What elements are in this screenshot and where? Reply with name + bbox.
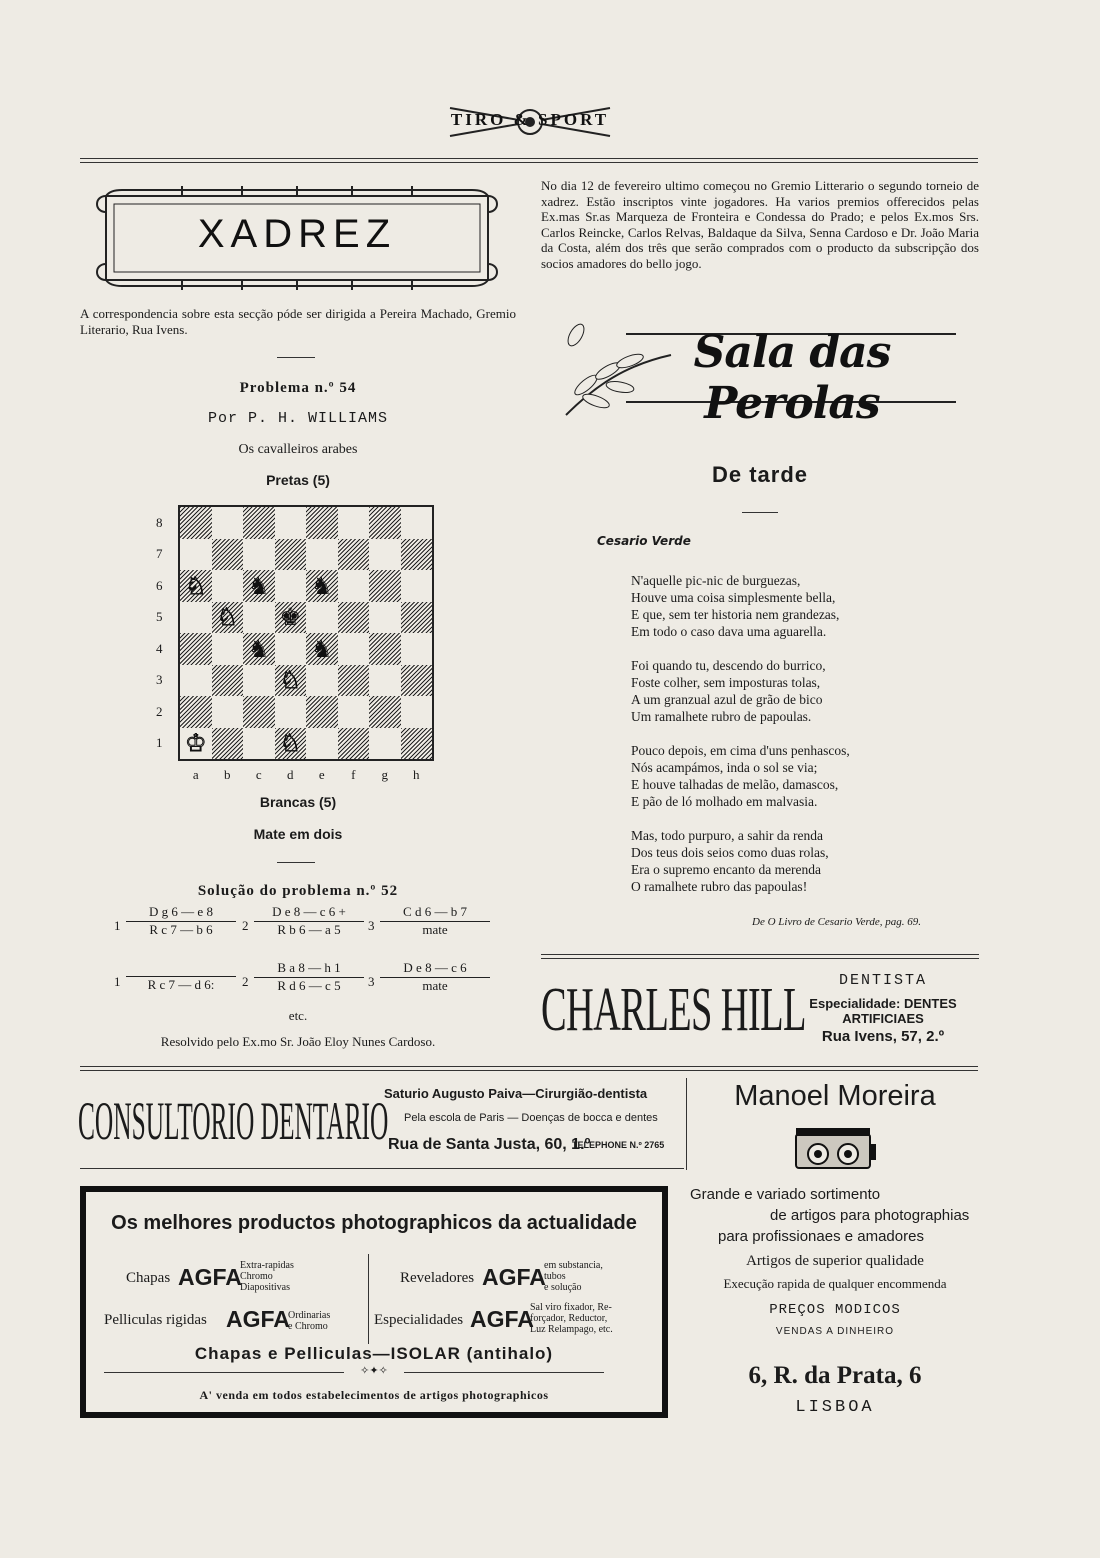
desc-line: Chromo xyxy=(240,1271,273,1282)
board-square xyxy=(369,539,401,571)
board-square xyxy=(338,696,370,728)
move-black: R b 6 — a 5 xyxy=(277,922,341,937)
desc-line: e solução xyxy=(544,1282,582,1293)
move-number: 1 xyxy=(114,918,121,933)
board-square xyxy=(243,507,275,539)
solution-move xyxy=(126,904,236,938)
board-square xyxy=(212,696,244,728)
board-square xyxy=(180,696,212,728)
black-knight-icon: ♞ xyxy=(247,634,270,663)
masthead-rule-2 xyxy=(80,162,978,163)
board-square xyxy=(369,728,401,760)
board-square xyxy=(401,665,433,697)
move-white: C d 6 — b 7 xyxy=(380,904,490,922)
agfa-item-label: Chapas xyxy=(126,1270,171,1286)
xadrez-frame xyxy=(92,186,502,290)
desc-line: forçador, Reductor, xyxy=(530,1313,608,1324)
board-square xyxy=(212,633,244,665)
desc-line: e Chromo xyxy=(288,1321,328,1332)
problem-task: Mate em dois xyxy=(253,826,343,842)
black-label: Pretas (5) xyxy=(266,472,330,488)
move-white: D e 8 — c 6 xyxy=(380,960,490,978)
agfa-isolar: Chapas e Pelliculas—ISOLAR (antihalo) xyxy=(194,1344,554,1363)
board-square xyxy=(180,507,212,539)
board-square xyxy=(369,665,401,697)
board-square xyxy=(275,570,307,602)
poem-line: Mas, todo purpuro, a sahir da renda xyxy=(631,828,823,843)
solution-move-number xyxy=(368,974,375,990)
move-black: R c 7 — d 6: xyxy=(147,977,215,992)
divider xyxy=(277,357,315,358)
move-white: B a 8 — h 1 xyxy=(254,960,364,978)
file-labels xyxy=(180,767,432,783)
consultorio-line2: Pela escola de Paris — Doenças de bocca e dentes xyxy=(404,1112,658,1124)
board-square xyxy=(401,602,433,634)
board-square xyxy=(401,539,433,571)
stanza xyxy=(631,742,971,810)
moreira-city: LISBOA xyxy=(795,1398,875,1417)
board-square xyxy=(243,570,275,602)
board-square xyxy=(306,665,338,697)
poem-line: Dos teus dois seios como duas rolas, xyxy=(631,845,829,860)
board-square xyxy=(338,633,370,665)
desc-line: Sal viro fixador, Re- xyxy=(530,1302,612,1313)
board-square xyxy=(180,539,212,571)
agfa-item xyxy=(104,1304,366,1340)
agfa-item-desc xyxy=(240,1260,294,1293)
board-square xyxy=(275,507,307,539)
move-number: 1 xyxy=(114,974,121,989)
rank-labels xyxy=(156,507,170,759)
board-square xyxy=(243,728,275,760)
consultorio-line3: Rua de Santa Justa, 60, 1.º xyxy=(388,1136,591,1153)
board-square xyxy=(306,602,338,634)
agfa-divider xyxy=(368,1254,369,1344)
tournament-note: No dia 12 de fevereiro ultimo começou no Gremio Litterario o segundo torneio de xadrez. Estão inscriptos vinte jogadores. Ha varios premios offerecidos pelas Ex.mas Sr.as Marqueza de Fronteira e Condessa do Prado; e pelos Ex.mos Srs. Carlos Reincke, Carlos Relvas, Baldaque da Silva, Senna Cardoso e Dr. João Maria da Costa, além dos três que serão comprados com o producto da subscripção dos socios amadores do bello jogo. xyxy=(541,178,979,271)
board-square xyxy=(369,633,401,665)
pearls-banner xyxy=(556,305,960,429)
file-label: d xyxy=(287,767,294,782)
board-square xyxy=(275,696,307,728)
board-square xyxy=(306,633,338,665)
solution-move xyxy=(254,904,364,938)
agfa-brand: AGFA xyxy=(482,1264,546,1290)
board-square xyxy=(401,633,433,665)
divider xyxy=(742,512,778,513)
move-number: 3 xyxy=(368,918,375,933)
problem-title: Problema n.º 54 xyxy=(239,380,357,396)
poem-line: N'aquelle pic-nic de burguezas, xyxy=(631,573,801,588)
solution-move-number xyxy=(368,918,375,934)
board-square xyxy=(306,539,338,571)
problem-subtitle: Os cavalleiros arabes xyxy=(238,442,358,457)
divider xyxy=(277,862,315,863)
board-square xyxy=(401,507,433,539)
black-king-icon: ♚ xyxy=(279,603,301,632)
move-white: D g 6 — e 8 xyxy=(126,904,236,922)
poet-name: Cesario Verde xyxy=(597,534,691,548)
poem-line: O ramalhete rubro das papoulas! xyxy=(631,879,808,894)
masthead-text: TIRO & SPORT xyxy=(450,110,610,129)
poem xyxy=(631,572,971,895)
poem-line: Era o supremo encanto da merenda xyxy=(631,862,822,877)
moreira-line1: Grande e variado sortimento xyxy=(690,1186,881,1203)
agfa-brand: AGFA xyxy=(470,1306,534,1332)
rank-label: 3 xyxy=(156,672,163,687)
board-square xyxy=(306,507,338,539)
solved-by: Resolvido pelo Ex.mo Sr. João Eloy Nunes Cardoso. xyxy=(160,1034,436,1049)
desc-line: Extra-rapidas xyxy=(240,1260,294,1271)
board-square xyxy=(275,539,307,571)
agfa-item xyxy=(126,1260,366,1296)
solution-move-number xyxy=(114,918,121,934)
file-label: a xyxy=(192,767,199,782)
file-label: h xyxy=(413,767,420,782)
move-black: mate xyxy=(422,922,448,937)
move-white: D e 8 — c 6 + xyxy=(254,904,364,922)
stanza xyxy=(631,572,971,640)
rank-label: 4 xyxy=(156,641,163,656)
board-square xyxy=(401,696,433,728)
moreira-line3: para profissionaes e amadores xyxy=(718,1228,924,1245)
consultorio-title xyxy=(78,1086,389,1156)
board-square xyxy=(243,633,275,665)
rank-label: 2 xyxy=(156,704,163,719)
agfa-item-desc xyxy=(530,1302,613,1335)
move-black: mate xyxy=(422,978,448,993)
board-square xyxy=(306,728,338,760)
poem-line: Foi quando tu, descendo do burrico, xyxy=(631,658,826,673)
consultorio-phone: TELEPHONE N.º 2765 xyxy=(572,1140,665,1150)
board-square xyxy=(212,665,244,697)
solution-move-number xyxy=(242,974,249,990)
moreira-line5: Execução rapida de qualquer encommenda xyxy=(723,1276,947,1291)
poem-source: De O Livro de Cesario Verde, pag. 69. xyxy=(752,916,922,928)
solution-move-number xyxy=(242,918,249,934)
column-divider xyxy=(686,1078,687,1170)
board-square xyxy=(243,696,275,728)
solution-move xyxy=(254,960,364,994)
solution-etc: etc. xyxy=(288,1008,308,1023)
poem-line: Um ramalhete rubro de papoulas. xyxy=(631,709,812,724)
board-square xyxy=(275,665,307,697)
move-number: 2 xyxy=(242,974,249,989)
black-knight-icon: ♞ xyxy=(310,634,333,663)
agfa-item xyxy=(374,1302,659,1342)
hill-address: Rua Ivens, 57, 2.º xyxy=(821,1028,945,1045)
agfa-item-label: Pelliculas rigidas xyxy=(104,1312,207,1328)
poem-line: Houve uma coisa simplesmente bella, xyxy=(631,590,836,605)
board-square xyxy=(180,728,212,760)
rank-label: 1 xyxy=(156,735,163,750)
hill-name-text: CHARLES HILL xyxy=(541,976,806,1044)
black-knight-icon: ♞ xyxy=(247,571,270,600)
consultorio-line1: Saturio Augusto Paiva—Cirurgião-dentista xyxy=(384,1086,648,1101)
board-square xyxy=(212,602,244,634)
agfa-ad-box xyxy=(80,1186,668,1418)
agfa-footer: A' venda em todos estabelecimentos de artigos photographicos xyxy=(199,1388,549,1402)
moreira-line7: VENDAS A DINHEIRO xyxy=(775,1326,895,1337)
board-square xyxy=(275,728,307,760)
white-knight-icon: ♘ xyxy=(216,603,238,632)
agfa-item-label: Especialidades xyxy=(374,1312,464,1328)
board-square xyxy=(180,602,212,634)
agfa-item xyxy=(400,1260,650,1296)
file-label: b xyxy=(224,767,231,782)
problem-author: Por P. H. WILLIAMS xyxy=(207,410,389,427)
rank-label: 5 xyxy=(156,609,163,624)
file-label: e xyxy=(318,767,325,782)
black-knight-icon: ♞ xyxy=(310,571,333,600)
rank-label: 6 xyxy=(156,578,163,593)
section-rule xyxy=(80,1066,978,1071)
board-square xyxy=(243,602,275,634)
chess-correspondence: A correspondencia sobre esta secção póde ser dirigida a Pereira Machado, Gremio Literario, Rua Ivens. xyxy=(80,306,516,337)
board-square xyxy=(306,570,338,602)
moreira-name: Manoel Moreira xyxy=(734,1080,936,1112)
hill-role: DENTISTA xyxy=(838,972,927,989)
chess-board xyxy=(178,505,434,761)
board-square xyxy=(180,633,212,665)
poem-line: E pão de ló molhado em malvasia. xyxy=(631,794,818,809)
agfa-headline: Os melhores productos photographicos da actualidade xyxy=(111,1212,637,1234)
agfa-top-rule xyxy=(80,1168,684,1169)
board-square xyxy=(338,602,370,634)
desc-line: Diapositivas xyxy=(240,1282,290,1293)
board-square xyxy=(338,665,370,697)
xadrez-title: XADREZ xyxy=(197,212,397,256)
white-knight-icon: ♘ xyxy=(184,571,207,600)
white-knight-icon: ♘ xyxy=(279,729,301,758)
white-knight-icon: ♘ xyxy=(279,666,301,695)
poem-line: Em todo o caso dava uma aguarella. xyxy=(631,624,827,639)
pearls-banner-title: Sala das Perolas xyxy=(693,327,891,429)
board-square xyxy=(212,728,244,760)
board-square xyxy=(306,696,338,728)
move-black: R c 7 — b 6 xyxy=(149,922,213,937)
moreira-line6: PREÇOS MODICOS xyxy=(769,1302,901,1318)
move-white xyxy=(126,960,236,977)
poem-line: E houve talhadas de melão, damascos, xyxy=(631,777,839,792)
board-square xyxy=(401,570,433,602)
white-king-icon: ♔ xyxy=(184,729,207,758)
poem-line: Nós acampámos, inda o sol se via; xyxy=(631,760,818,775)
rank-label: 7 xyxy=(156,546,163,561)
stanza xyxy=(631,827,971,895)
solution-move xyxy=(126,960,236,993)
board-square xyxy=(369,602,401,634)
board-square xyxy=(212,539,244,571)
desc-line: tubos xyxy=(544,1271,566,1282)
desc-line: em substancia, xyxy=(544,1260,603,1271)
consultorio-title-text: CONSULTORIO DENTARIO xyxy=(78,1091,389,1151)
hill-name xyxy=(541,970,806,1050)
poem-line: A um granzual azul de grão de bico xyxy=(631,692,823,707)
masthead-rule xyxy=(80,158,978,159)
move-black: R d 6 — c 5 xyxy=(277,978,341,993)
moreira-address: 6, R. da Prata, 6 xyxy=(748,1362,922,1389)
masthead-logo xyxy=(440,102,620,142)
white-label: Brancas (5) xyxy=(259,794,337,810)
moreira-line2: de artigos para photographias xyxy=(770,1207,970,1224)
rank-label: 8 xyxy=(156,515,163,530)
file-label: f xyxy=(351,767,356,782)
solution-move-number xyxy=(114,974,121,990)
solution-title: Solução do problema n.º 52 xyxy=(197,883,399,899)
stanza xyxy=(631,657,971,725)
ad-rule xyxy=(541,954,979,959)
desc-line: Luz Relampago, etc. xyxy=(530,1324,613,1335)
poem-line: Foste colher, sem imposturas tolas, xyxy=(631,675,821,690)
board-square xyxy=(275,633,307,665)
board-square xyxy=(243,539,275,571)
solution-move xyxy=(380,904,490,938)
file-label: g xyxy=(381,767,388,782)
board-square xyxy=(338,728,370,760)
board-square xyxy=(180,665,212,697)
board-square xyxy=(212,507,244,539)
board-square xyxy=(338,570,370,602)
ornament-icon: ✧✦✧ xyxy=(344,1364,404,1377)
board-square xyxy=(369,507,401,539)
board-square xyxy=(212,570,244,602)
board-square xyxy=(369,696,401,728)
file-label: c xyxy=(255,767,262,782)
poem-line: E que, sem ter historia nem grandezas, xyxy=(631,607,840,622)
hill-specialty: Especialidade: DENTES ARTIFICIAES xyxy=(809,996,957,1026)
agfa-brand: AGFA xyxy=(226,1306,290,1332)
agfa-brand: AGFA xyxy=(178,1264,242,1290)
desc-line: Ordinarias xyxy=(288,1310,331,1321)
move-number: 2 xyxy=(242,918,249,933)
solution-move xyxy=(380,960,490,994)
poem-title: De tarde xyxy=(711,462,809,487)
agfa-item-desc xyxy=(544,1260,603,1293)
camera-icon xyxy=(790,1124,880,1174)
move-number: 3 xyxy=(368,974,375,989)
agfa-item-desc xyxy=(288,1310,330,1332)
board-square xyxy=(338,507,370,539)
board-square xyxy=(401,728,433,760)
board-square xyxy=(275,602,307,634)
agfa-item-label: Reveladores xyxy=(400,1270,475,1286)
board-square xyxy=(338,539,370,571)
poem-line: Pouco depois, em cima d'uns penhascos, xyxy=(631,743,850,758)
board-square xyxy=(243,665,275,697)
board-square xyxy=(369,570,401,602)
board-square xyxy=(180,570,212,602)
moreira-line4: Artigos de superior qualidade xyxy=(746,1253,924,1269)
